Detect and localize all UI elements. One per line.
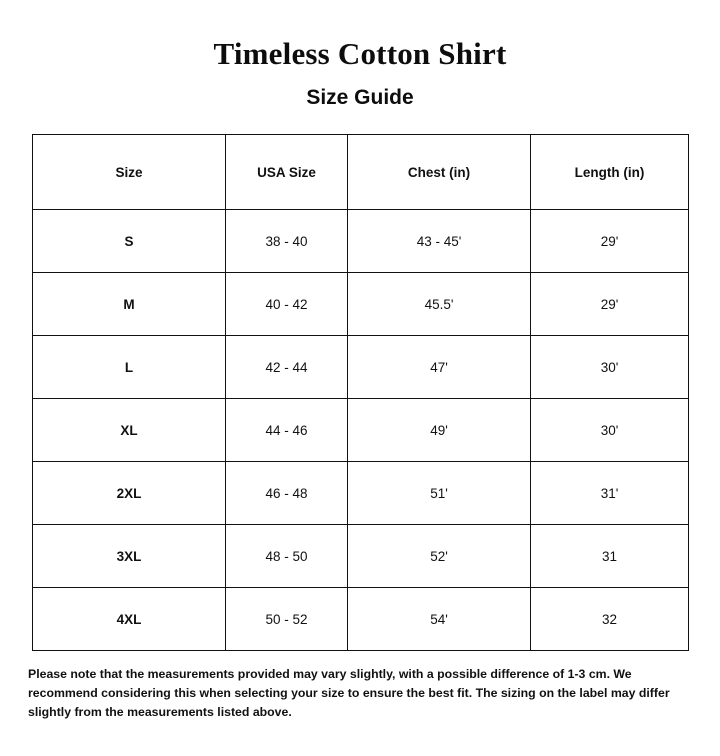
cell-usa: 46 - 48: [226, 462, 348, 525]
column-header-size: Size: [33, 135, 226, 210]
cell-length: 30': [531, 399, 689, 462]
table-row: [33, 273, 689, 336]
table-row: [33, 462, 689, 525]
column-header-usa-size: USA Size: [226, 135, 348, 210]
cell-size: XL: [33, 399, 226, 462]
table-header: [33, 135, 689, 210]
table-row: [33, 336, 689, 399]
cell-chest: 54': [348, 588, 531, 651]
cell-size: S: [33, 210, 226, 273]
size-table-container: [32, 134, 688, 651]
cell-length: 29': [531, 273, 689, 336]
cell-usa: 50 - 52: [226, 588, 348, 651]
size-guide-page: [0, 36, 720, 756]
cell-length: 31': [531, 462, 689, 525]
cell-chest: 52': [348, 525, 531, 588]
cell-usa: 42 - 44: [226, 336, 348, 399]
cell-size: L: [33, 336, 226, 399]
cell-size: 4XL: [33, 588, 226, 651]
column-header-chest: Chest (in): [348, 135, 531, 210]
cell-chest: 43 - 45': [348, 210, 531, 273]
table-header-row: [33, 135, 689, 210]
table-row: [33, 399, 689, 462]
cell-usa: 48 - 50: [226, 525, 348, 588]
cell-chest: 45.5': [348, 273, 531, 336]
cell-length: 32: [531, 588, 689, 651]
measurement-note: Please note that the measurements provided may vary slightly, with a possible difference of 1-3 cm. We recommend considering this when selecting your size to ensure the best fit. The sizing on the label may differ slightly from the measurements listed above.: [28, 667, 670, 720]
column-header-length: Length (in): [531, 135, 689, 210]
page-subtitle: Size Guide: [306, 86, 414, 109]
size-table: [32, 134, 689, 651]
page-title: Timeless Cotton Shirt: [213, 36, 507, 71]
cell-length: 29': [531, 210, 689, 273]
cell-length: 31: [531, 525, 689, 588]
cell-chest: 49': [348, 399, 531, 462]
table-row: [33, 525, 689, 588]
cell-usa: 40 - 42: [226, 273, 348, 336]
table-row: [33, 588, 689, 651]
cell-chest: 51': [348, 462, 531, 525]
cell-size: 3XL: [33, 525, 226, 588]
cell-length: 30': [531, 336, 689, 399]
table-row: [33, 210, 689, 273]
cell-chest: 47': [348, 336, 531, 399]
cell-size: M: [33, 273, 226, 336]
cell-usa: 38 - 40: [226, 210, 348, 273]
cell-size: 2XL: [33, 462, 226, 525]
table-body: [33, 210, 689, 651]
cell-usa: 44 - 46: [226, 399, 348, 462]
